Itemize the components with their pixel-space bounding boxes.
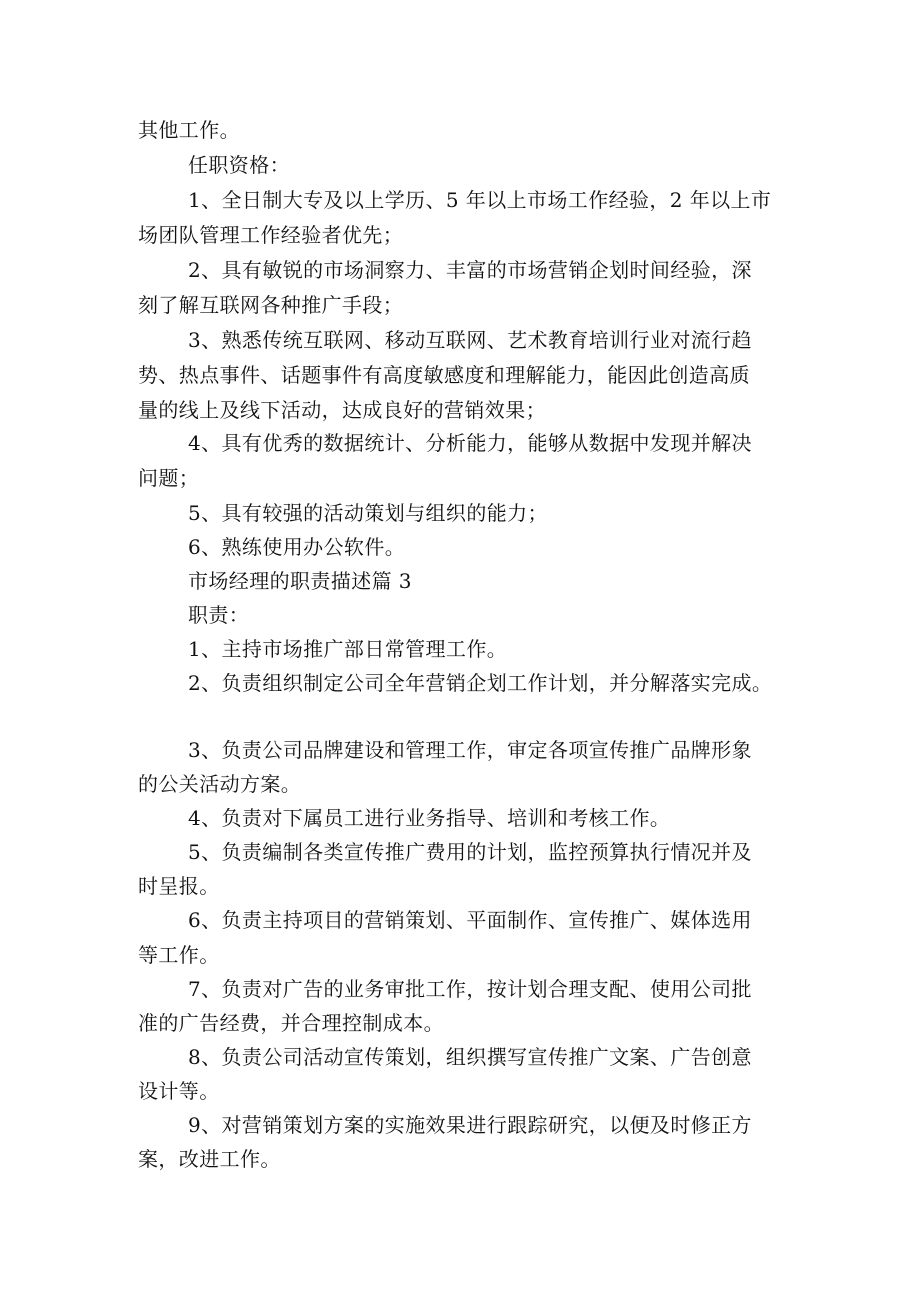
list-item: 4、具有优秀的数据统计、分析能力，能够从数据中发现并解决	[188, 431, 752, 455]
list-item: 6、熟练使用办公软件。	[188, 535, 406, 559]
text-line: 设计等。	[138, 1079, 220, 1103]
text-line: 时呈报。	[138, 874, 220, 898]
list-item: 2、具有敏锐的市场洞察力、丰富的市场营销企划时间经验，深	[188, 258, 752, 282]
list-item: 2、负责组织制定公司全年营销企划工作计划，并分解落实完成。	[188, 671, 773, 695]
list-item: 7、负责对广告的业务审批工作，按计划合理支配、使用公司批	[188, 977, 752, 1001]
text-line: 等工作。	[138, 943, 220, 967]
text-line: 案，改进工作。	[138, 1147, 281, 1171]
list-item: 1、全日制大专及以上学历、5 年以上市场工作经验，2 年以上市	[188, 188, 772, 212]
text-line: 准的广告经费，并合理控制成本。	[138, 1011, 444, 1035]
text-line: 的公关活动方案。	[138, 772, 302, 796]
text-line: 场团队管理工作经验者优先；	[138, 223, 404, 247]
text-line: 问题；	[138, 466, 200, 490]
text-line: 其他工作。	[138, 118, 240, 142]
list-item: 5、负责编制各类宣传推广费用的计划，监控预算执行情况并及	[188, 840, 752, 864]
section-heading: 市场经理的职责描述篇 3	[188, 569, 412, 593]
list-item: 5、具有较强的活动策划与组织的能力；	[188, 501, 548, 525]
section-heading: 任职资格：	[188, 153, 290, 177]
text-line: 势、热点事件、话题事件有高度敏感度和理解能力，能因此创造高质	[138, 363, 750, 387]
list-item: 3、熟悉传统互联网、移动互联网、艺术教育培训行业对流行趋	[188, 328, 752, 352]
list-item: 6、负责主持项目的营销策划、平面制作、宣传推广、媒体选用	[188, 908, 752, 932]
list-item: 4、负责对下属员工进行业务指导、培训和考核工作。	[188, 806, 671, 830]
text-line: 量的线上及线下活动，达成良好的营销效果；	[138, 398, 546, 422]
text-line: 刻了解互联网各种推广手段；	[138, 293, 404, 317]
list-item: 1、主持市场推广部日常管理工作。	[188, 637, 508, 661]
section-heading: 职责：	[188, 603, 250, 627]
list-item: 8、负责公司活动宣传策划，组织撰写宣传推广文案、广告创意	[188, 1045, 752, 1069]
list-item: 3、负责公司品牌建设和管理工作，审定各项宣传推广品牌形象	[188, 738, 752, 762]
list-item: 9、对营销策划方案的实施效果进行跟踪研究，以便及时修正方	[188, 1113, 752, 1137]
